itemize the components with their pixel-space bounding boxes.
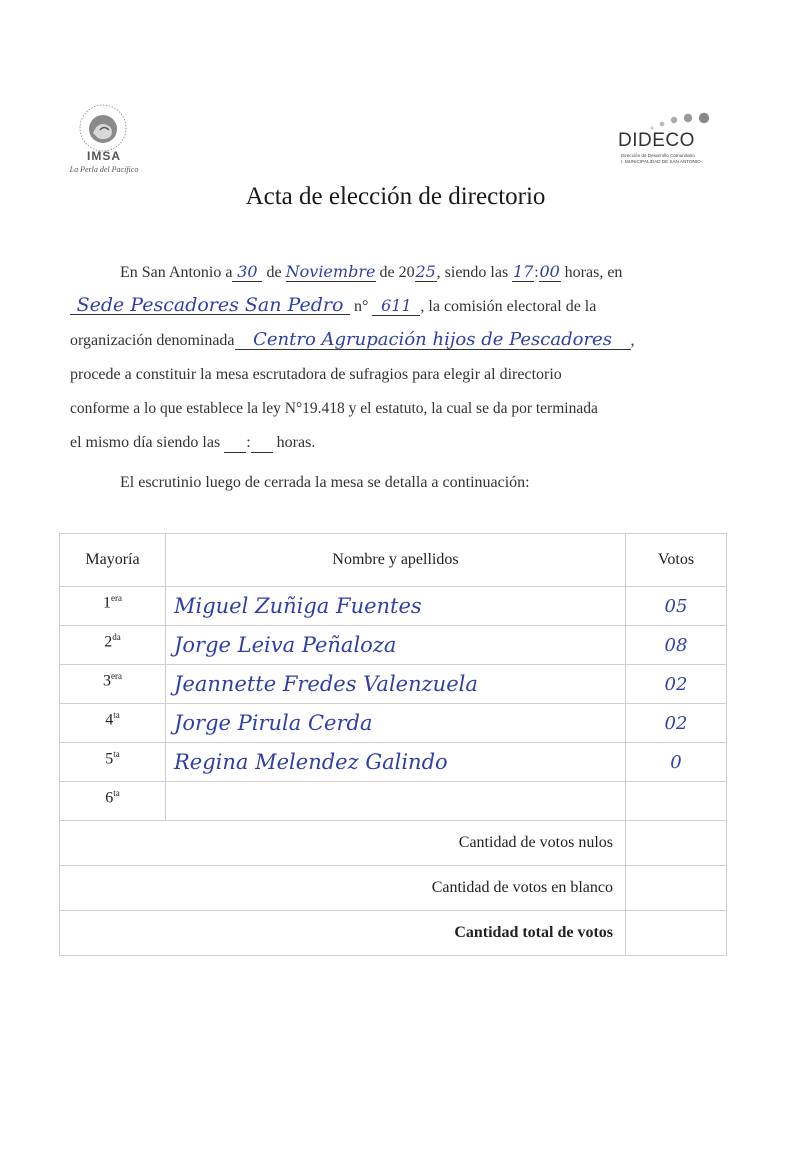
rank-cell xyxy=(60,665,166,704)
candidate-name-cell xyxy=(166,704,626,743)
end-time-colon: : xyxy=(246,434,251,451)
text-de: de xyxy=(266,264,282,281)
candidate-name: Jorge Pirula Cerda xyxy=(174,711,373,735)
vote-count: 08 xyxy=(664,634,688,656)
table-row xyxy=(60,626,727,665)
rank-number: 5 xyxy=(105,750,114,768)
header-votes: Votos xyxy=(626,534,727,587)
candidate-name: Miguel Zuñiga Fuentes xyxy=(174,594,422,618)
rank-suffix: da xyxy=(112,632,121,642)
vote-count: 05 xyxy=(664,595,688,617)
candidate-name: Jeannette Fredes Valenzuela xyxy=(174,672,478,696)
minute-field: 00 xyxy=(539,262,560,281)
rank-cell xyxy=(60,587,166,626)
table-row xyxy=(60,704,727,743)
total-votes-value xyxy=(626,911,727,956)
rank-number: 1 xyxy=(103,594,111,612)
paragraph-line-6 xyxy=(70,426,716,460)
table-row xyxy=(60,665,727,704)
rank-number: 3 xyxy=(103,672,111,690)
votes-cell xyxy=(626,743,727,782)
time-colon: : xyxy=(534,264,539,281)
candidate-name-cell xyxy=(166,782,626,821)
text-horas-en: horas, en xyxy=(564,264,623,281)
votes-cell xyxy=(626,782,727,821)
rank-cell xyxy=(60,704,166,743)
null-votes-row xyxy=(60,821,727,866)
vote-count-table xyxy=(59,533,727,956)
text-comma: , xyxy=(630,332,635,349)
paragraph-line-2 xyxy=(70,290,716,324)
text-en-san-antonio: En San Antonio a xyxy=(120,264,233,281)
municipal-seal-icon xyxy=(78,103,128,153)
blank-votes-row xyxy=(60,866,727,911)
votes-cell xyxy=(626,665,727,704)
end-hour-field xyxy=(224,434,246,453)
dideco-logo xyxy=(618,110,730,172)
text-numero: n° xyxy=(354,298,369,315)
rank-number: 4 xyxy=(105,711,114,729)
organization-field: Centro Agrupación hijos de Pescadores xyxy=(235,331,631,350)
paragraph-line-7: El escrutinio luego de cerrada la mesa se detalla a continuación: xyxy=(120,474,530,491)
paragraph-line-4: procede a constituir la mesa escrutadora de sufragios para elegir al directorio xyxy=(70,366,562,383)
total-votes-label: Cantidad total de votos xyxy=(60,911,626,956)
vote-count: 02 xyxy=(664,673,688,695)
day-field: 30 xyxy=(232,263,262,282)
total-votes-row xyxy=(60,911,727,956)
table-header-row xyxy=(60,534,727,587)
paragraph-line-1 xyxy=(120,256,716,290)
rank-suffix: ta xyxy=(113,749,120,759)
rank-number: 2 xyxy=(104,633,113,651)
year-field: 25 xyxy=(415,262,436,281)
votes-cell xyxy=(626,587,727,626)
text-organizacion: organización denominada xyxy=(70,332,235,349)
candidate-name-cell xyxy=(166,743,626,782)
votes-cell xyxy=(626,626,727,665)
vote-count: 0 xyxy=(670,751,682,773)
rank-suffix: era xyxy=(111,593,122,603)
blank-votes-label: Cantidad de votos en blanco xyxy=(60,866,626,911)
end-minute-field xyxy=(251,434,273,453)
imsa-wordmark: IMSA xyxy=(87,149,121,163)
dots-decoration-icon xyxy=(646,110,726,132)
dideco-subtitle: Dirección de Desarrollo Comunitario xyxy=(621,153,695,158)
blank-votes-value xyxy=(626,866,727,911)
null-votes-value xyxy=(626,821,727,866)
rank-suffix: era xyxy=(111,671,122,681)
rank-suffix: ta xyxy=(113,710,120,720)
candidate-name-cell xyxy=(166,626,626,665)
header-name: Nombre y apellidos xyxy=(166,534,626,587)
text-siendo-las: , siendo las xyxy=(436,264,509,281)
table-row xyxy=(60,587,727,626)
vote-count: 02 xyxy=(664,712,688,734)
rank-number: 6 xyxy=(105,789,114,807)
imsa-tagline: La Perla del Pacífico xyxy=(69,165,139,174)
candidate-name-cell xyxy=(166,587,626,626)
text-comision: , la comisión electoral de la xyxy=(420,298,597,315)
header-rank: Mayoría xyxy=(60,534,166,587)
imsa-logo xyxy=(64,103,156,175)
candidate-name: Regina Melendez Galindo xyxy=(174,750,448,774)
null-votes-label: Cantidad de votos nulos xyxy=(60,821,626,866)
candidate-name: Jorge Leiva Peñaloza xyxy=(174,633,397,657)
place-field: Sede Pescadores San Pedro xyxy=(70,296,350,315)
candidate-name-cell xyxy=(166,665,626,704)
votes-cell xyxy=(626,704,727,743)
hour-field: 17 xyxy=(513,262,534,281)
text-horas: horas. xyxy=(276,434,316,451)
table-row xyxy=(60,743,727,782)
paragraph-line-3 xyxy=(70,324,716,358)
month-field: Noviembre xyxy=(285,262,376,281)
dideco-wordmark xyxy=(618,130,695,152)
text-mismo-dia: el mismo día siendo las xyxy=(70,434,221,451)
text-de-20: de 20 xyxy=(379,264,415,281)
dideco-wordmark-text: DIDECO xyxy=(618,130,695,151)
rank-cell xyxy=(60,743,166,782)
rank-cell xyxy=(60,782,166,821)
rank-cell xyxy=(60,626,166,665)
number-field: 611 xyxy=(372,297,420,316)
rank-suffix: ta xyxy=(113,788,120,798)
document-title: Acta de elección de directorio xyxy=(245,183,546,210)
dideco-municipality: I. MUNICIPALIDAD DE SAN ANTONIO xyxy=(621,159,701,164)
paragraph-line-5: conforme a lo que establece la ley N°19.418 y el estatuto, la cual se da por terminada xyxy=(70,400,598,417)
table-row xyxy=(60,782,727,821)
